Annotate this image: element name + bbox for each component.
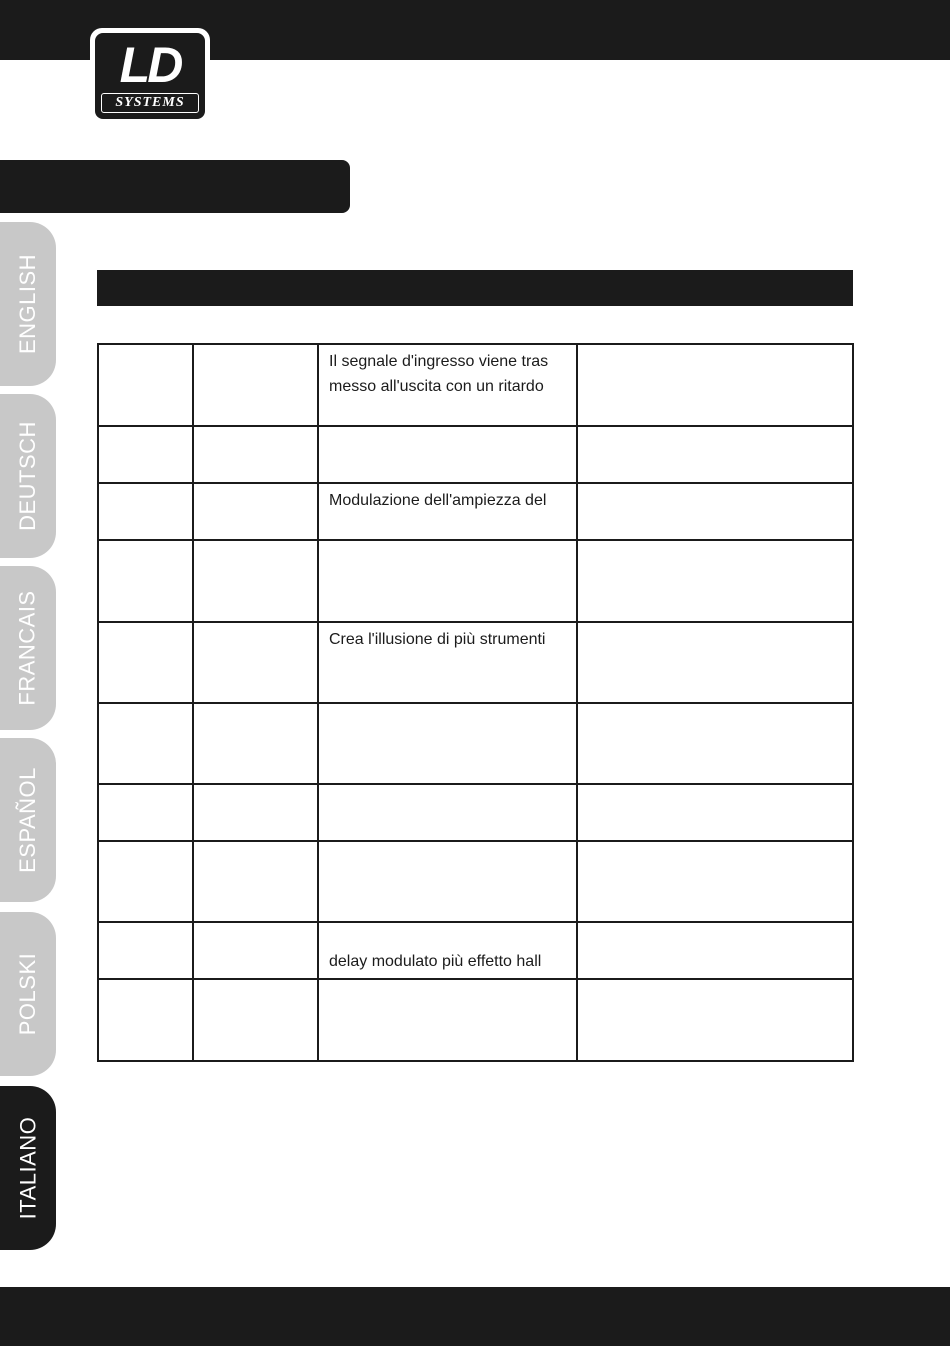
effects-table — [97, 343, 854, 1062]
table-row — [98, 483, 853, 540]
table-cell — [577, 784, 853, 841]
logo-systems-text: SYSTEMS — [101, 93, 199, 113]
table-cell — [318, 703, 577, 784]
lang-tab-italiano[interactable] — [0, 1086, 56, 1250]
table-row — [98, 344, 853, 426]
ld-systems-logo — [90, 28, 210, 124]
section-title-bar — [0, 160, 350, 213]
table-cell — [98, 483, 193, 540]
table-cell — [98, 622, 193, 703]
table-row — [98, 540, 853, 622]
table-cell — [98, 922, 193, 979]
lang-tab-espanol[interactable] — [0, 738, 56, 902]
table-cell — [98, 540, 193, 622]
table-cell — [193, 344, 318, 426]
table-cell: Modulazione dell'ampiezza del — [318, 483, 577, 540]
footer-bar — [0, 1287, 950, 1346]
logo-ld-text: LD — [119, 37, 181, 93]
table-cell — [318, 540, 577, 622]
table-cell — [193, 703, 318, 784]
table-cell — [577, 540, 853, 622]
table-row — [98, 426, 853, 483]
table-row — [98, 784, 853, 841]
table-cell — [577, 922, 853, 979]
table-cell — [577, 703, 853, 784]
table-cell: Il segnale d'ingresso viene tras messo all'uscita con un ritardo — [318, 344, 577, 426]
lang-tab-deutsch[interactable] — [0, 394, 56, 558]
table-row — [98, 922, 853, 979]
lang-tab-polski[interactable] — [0, 912, 56, 1076]
lang-tab-label: ESPAÑOL — [15, 767, 40, 873]
logo-badge — [95, 33, 205, 119]
table-cell — [193, 979, 318, 1061]
lang-tab-label: POLSKI — [15, 952, 41, 1036]
table-cell — [318, 979, 577, 1061]
table-row — [98, 841, 853, 922]
table-cell — [193, 622, 318, 703]
lang-tab-label: FRANCAIS — [15, 590, 40, 706]
table-cell — [98, 426, 193, 483]
table-header-bar — [97, 270, 853, 306]
lang-tab-label: DEUTSCH — [15, 421, 40, 531]
table-cell — [577, 344, 853, 426]
table-cell — [577, 979, 853, 1061]
table-row — [98, 979, 853, 1061]
table-cell — [98, 841, 193, 922]
table-cell: delay modulato più effetto hall — [318, 922, 577, 979]
table-cell — [577, 622, 853, 703]
lang-tab-francais[interactable] — [0, 566, 56, 730]
table-row — [98, 703, 853, 784]
lang-tab-label: ITALIANO — [15, 1116, 40, 1220]
lang-tab-label: ENGLISH — [15, 253, 40, 355]
table-cell — [577, 426, 853, 483]
table-cell — [98, 784, 193, 841]
table-cell — [318, 841, 577, 922]
table-cell — [193, 483, 318, 540]
table-cell — [577, 841, 853, 922]
table-cell — [193, 540, 318, 622]
table-cell — [193, 922, 318, 979]
table-cell — [318, 784, 577, 841]
table-row — [98, 622, 853, 703]
lang-tab-english[interactable] — [0, 222, 56, 386]
table-cell: Crea l'illusione di più strumenti — [318, 622, 577, 703]
table-cell — [577, 483, 853, 540]
table-cell — [98, 703, 193, 784]
table-cell — [193, 426, 318, 483]
table-cell — [98, 979, 193, 1061]
table-cell — [193, 841, 318, 922]
table-cell — [318, 426, 577, 483]
table-cell — [193, 784, 318, 841]
table-cell — [98, 344, 193, 426]
